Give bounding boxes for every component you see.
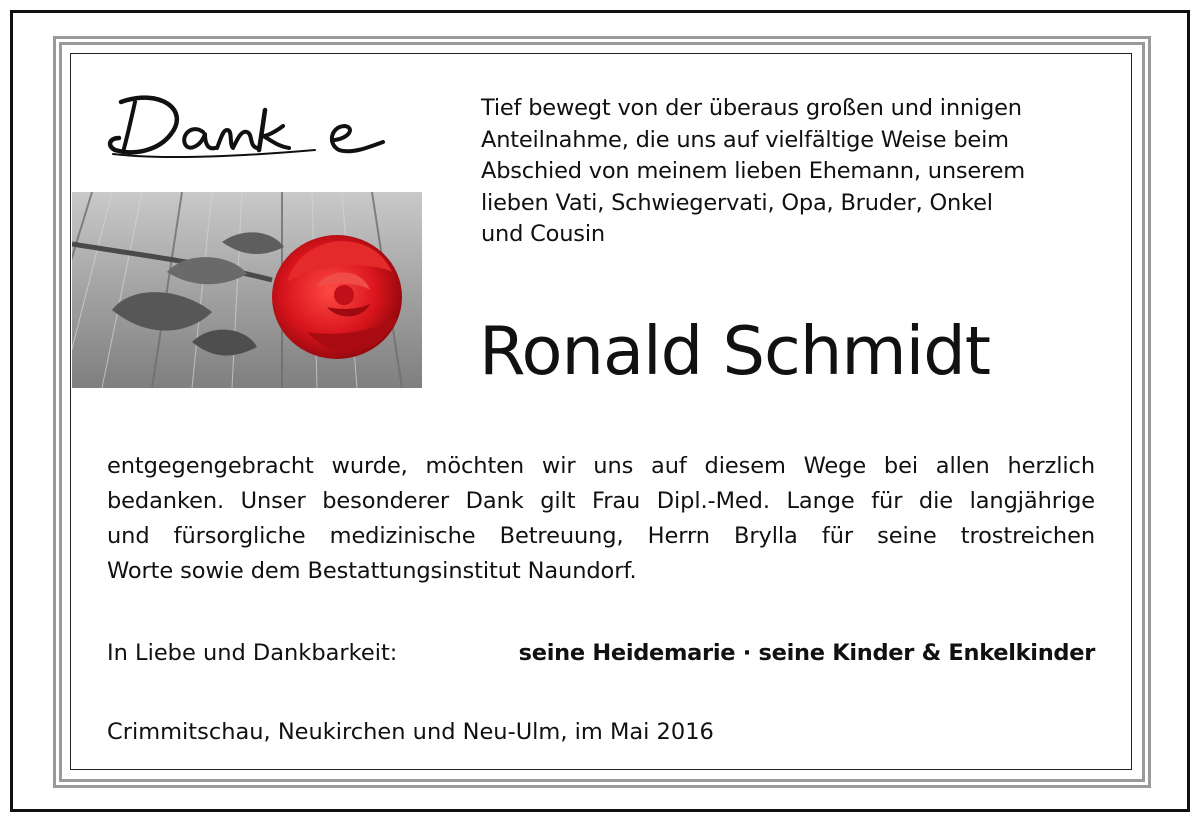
intro-paragraph [481,93,1096,251]
body-line: bedanken. Unser besonderer Dank gilt Frau Dipl.-Med. Lange für die langjährige [107,488,1095,514]
intro-line: Tief bewegt von der überaus großen und innigen [481,95,1022,121]
body-paragraph [107,449,1095,589]
body-line: entgegengebracht wurde, möchten wir uns auf diesem Wege bei allen herzlich [107,453,1095,479]
intro-line: Abschied von meinem lieben Ehemann, unserem [481,158,1025,184]
deceased-name: Ronald Schmidt [479,312,991,390]
danke-script-logo [105,90,390,165]
body-line: Worte sowie dem Bestattungsinstitut Naundorf. [107,558,637,584]
place-date: Crimmitschau, Neukirchen und Neu-Ulm, im Mai 2016 [107,719,714,745]
intro-line: lieben Vati, Schwiegervati, Opa, Bruder, Onkel [481,189,993,216]
signature-label: In Liebe und Dankbarkeit: [107,640,398,666]
body-line: und fürsorgliche medizinische Betreuung, Herrn Brylla für seine trostreichen [107,523,1095,549]
intro-line: und Cousin [481,221,605,247]
rose-photo [72,192,422,388]
intro-line: Anteilnahme, die uns auf vielfältige Weise beim [481,126,1009,153]
signature-names: seine Heidemarie · seine Kinder & Enkelkinder [518,640,1095,666]
